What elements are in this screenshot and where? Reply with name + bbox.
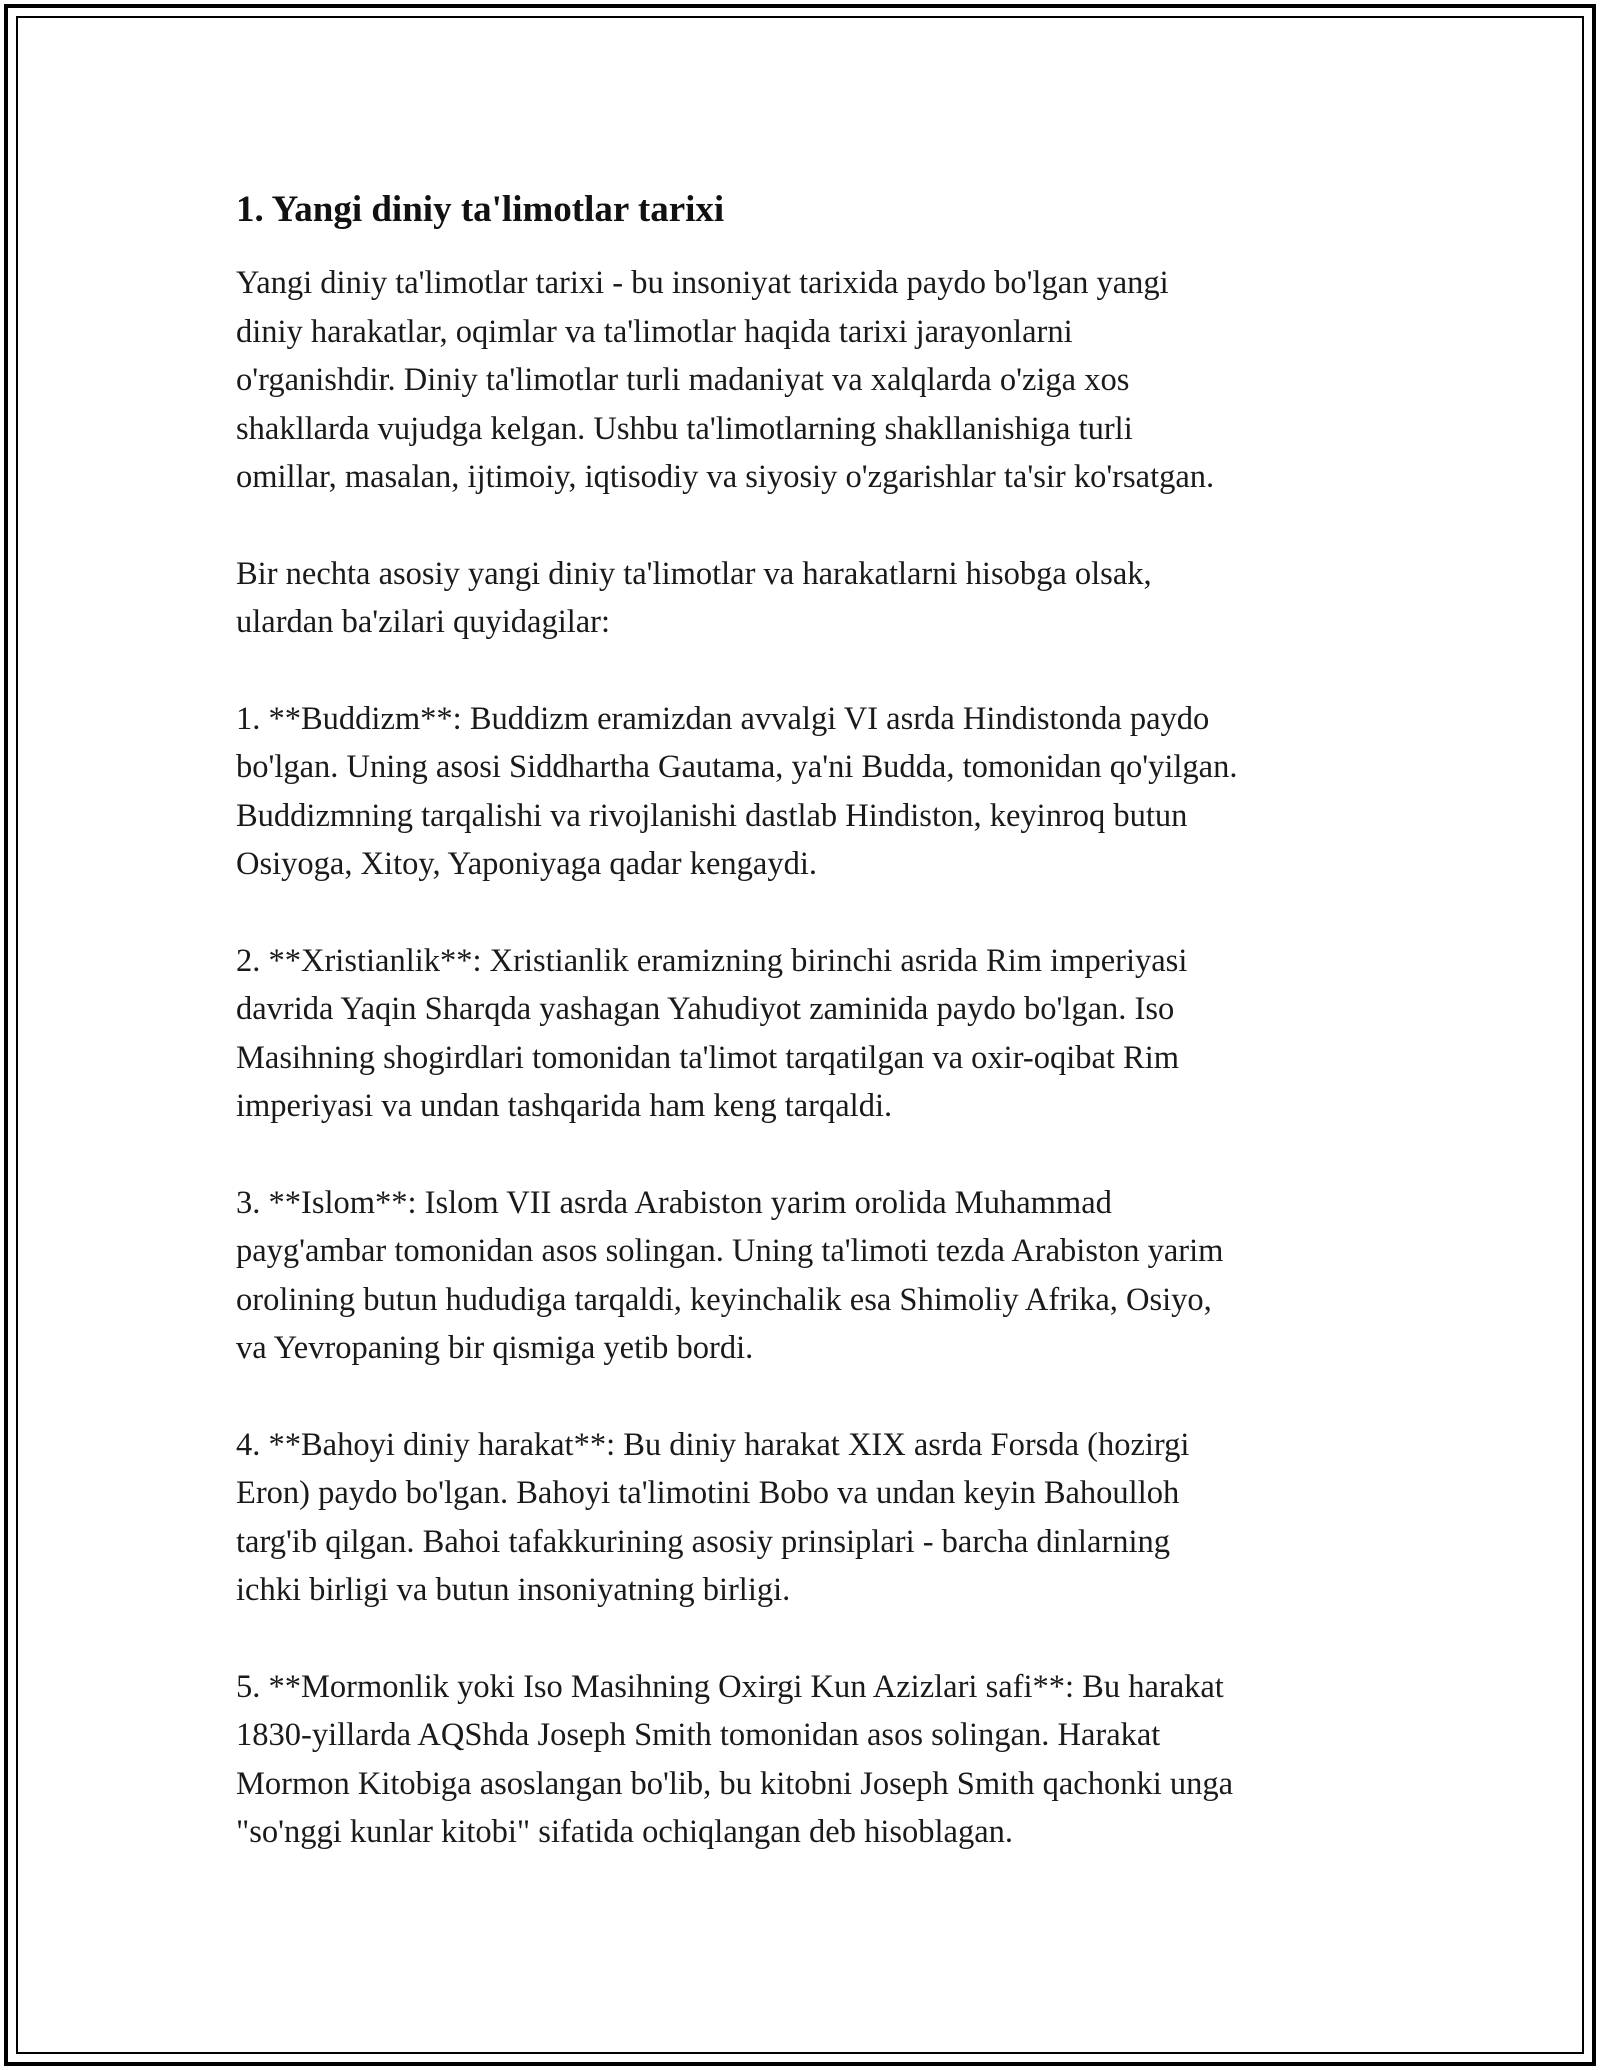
intro-paragraph: Yangi diniy ta'limotlar tarixi - bu insoniyat tarixida paydo bo'lgan yangi diniy harakatlar, oqimlar va ta'limotlar haqida tarixi jarayonlarni o'rganishdir. Diniy ta'limotlar turli madaniyat va xalqlarda o'ziga xos shakllarda vujudga kelgan. Ushbu ta'limotlarning shakllanishiga turli omillar, masalan, ijtimoiy, iqtisodiy va siyosiy o'zgarishlar ta'sir ko'rsatgan.	[236, 265, 1215, 496]
list-item-christianity: 2. **Xristianlik**: Xristianlik eramizning birinchi asrida Rim imperiyasi davrida Yaqin Sharqda yashagan Yahudiyot zaminida paydo bo'lgan. Iso Masihning shogirdlari tomonidan ta'limot tarqatilgan va oxir-oqibat Rim imperiyasi va undan tashqarida ham keng tarqaldi.	[236, 942, 1188, 1125]
list-item-islam: 3. **Islom**: Islom VII asrda Arabiston yarim orolida Muhammad payg'ambar tomonidan asos solingan. Uning ta'limoti tezda Arabiston yarim orolining butun hududiga tarqaldi, keyinchalik esa Shimoliy Afrika, Osiyo, va Yevropaning bir qismiga yetib bordi.	[236, 1184, 1224, 1367]
list-item-mormonism: 5. **Mormonlik yoki Iso Masihning Oxirgi Kun Azizlari safi**: Bu harakat 1830-yillarda AQShda Joseph Smith tomonidan asos solingan. Harakat Mormon Kitobiga asoslangan bo'lib, bu kitobni Joseph Smith qachonki unga "so'nggi kunlar kitobi" sifatida ochiqlangan deb hisoblagan.	[236, 1668, 1234, 1851]
document-body	[236, 186, 1396, 1905]
document-title: 1. Yangi diniy ta'limotlar tarixi	[236, 189, 725, 230]
list-intro-paragraph: Bir nechta asosiy yangi diniy ta'limotlar va harakatlarni hisobga olsak, ulardan ba'zilari quyidagilar:	[236, 555, 1152, 641]
list-item-bahai: 4. **Bahoyi diniy harakat**: Bu diniy harakat XIX asrda Forsda (hozirgi Eron) paydo bo'lgan. Bahoyi ta'limotini Bobo va undan keyin Bahoulloh targ'ib qilgan. Bahoi tafakkurining asosiy prinsiplari - barcha dinlarning ichki birligi va butun insoniyatning birligi.	[236, 1426, 1190, 1609]
list-item-buddhism: 1. **Buddizm**: Buddizm eramizdan avvalgi VI asrda Hindistonda paydo bo'lgan. Uning asosi Siddhartha Gautama, ya'ni Budda, tomonidan qo'yilgan. Buddizmning tarqalishi va rivojlanishi dastlab Hindiston, keyinroq butun Osiyoga, Xitoy, Yaponiyaga qadar kengaydi.	[236, 700, 1238, 883]
